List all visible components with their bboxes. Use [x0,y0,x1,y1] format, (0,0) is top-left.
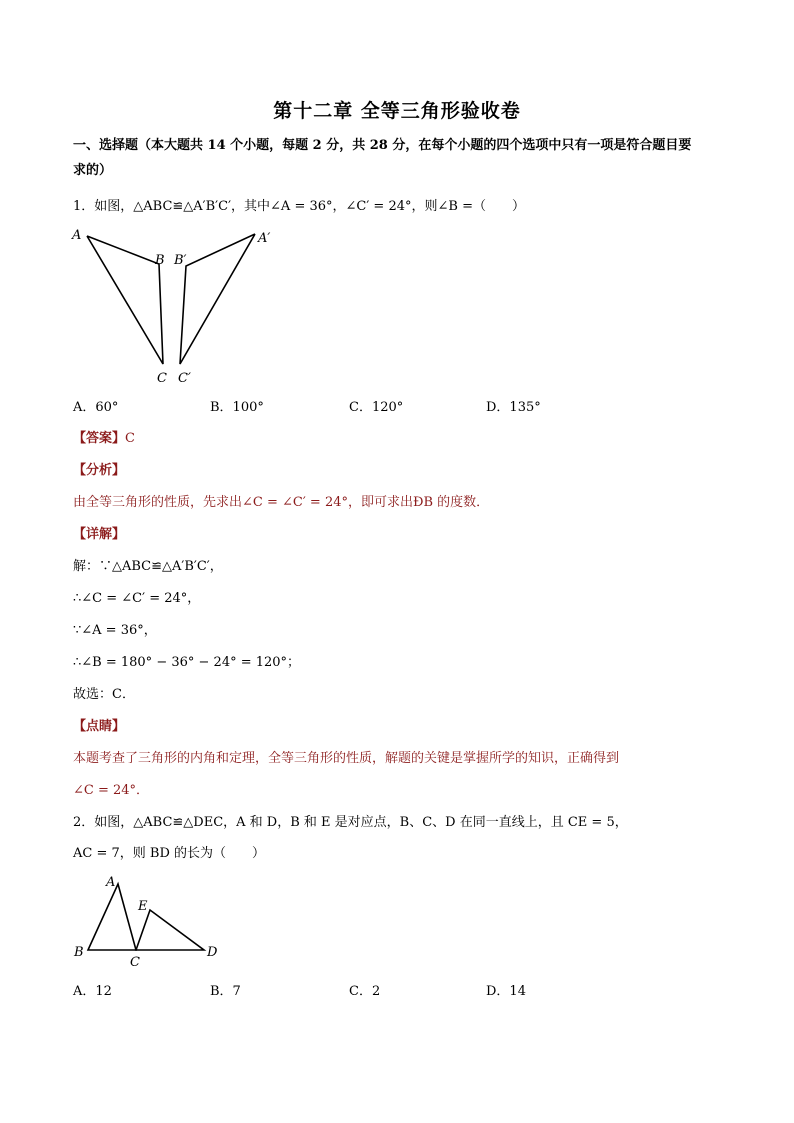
q1-option-a: A．60° [73,400,119,415]
page-title: 第十二章 全等三角形验收卷 [273,100,521,122]
q2-figure [66,872,236,972]
q1-label-b: B [155,253,165,268]
detail-line-3: ∵∠A = 36°， [73,623,157,638]
answer-value: C [125,431,135,446]
detail-line-5: 故选：C． [73,687,135,702]
q1-stem: 1．如图，△ABC≌△A′B′C′，其中∠A = 36°，∠C′ = 24°，则∠B =（ ） [73,199,525,214]
q1-label-bprime: B′ [174,253,187,268]
analysis-text: 由全等三角形的性质，先求出∠C = ∠C′ = 24°，即可求出ÐB 的度数． [73,495,490,510]
analysis-tag: 【分析】 [73,463,126,478]
detail-line-4: ∴∠B = 180° − 36° − 24° = 120°； [73,655,301,670]
q2-stem-line2: AC = 7，则 BD 的长为（ ） [73,846,266,861]
q2-label-b: B [74,945,84,960]
q2-stem-line1: 2．如图，△ABC≌△DEC，A 和 D，B 和 E 是对应点，B、C、D 在同一直线上，且 CE = 5， [73,815,628,830]
comment-line-2: ∠C = 24°． [73,783,150,798]
q2-triangle-abc [88,884,136,950]
detail-line-2: ∴∠C = ∠C′ = 24°， [73,591,201,606]
comment-tag: 【点睛】 [73,719,126,734]
q1-triangle-abc [87,236,163,364]
detail-tag: 【详解】 [73,527,126,542]
q2-option-c: C．2 [349,984,381,999]
q2-option-a: A．12 [73,984,112,999]
q1-label-a: A [72,228,82,243]
q1-label-c: C [157,371,167,386]
q1-label-cprime: C′ [178,371,191,386]
section-heading-line2: 求的） [73,163,113,178]
q2-option-d: D．14 [486,984,526,999]
q2-label-e: E [138,899,148,914]
q1-answer [73,430,135,448]
detail-line-1: 解：∵△ABC≌△A′B′C′， [73,559,223,574]
q2-label-d: D [207,945,218,960]
section-heading-line1: 一、选择题（本大题共 14 个小题，每题 2 分，共 28 分，在每个小题的四个选项中只有一项是符合题目要 [73,138,692,153]
q1-option-c: C．120° [349,400,404,415]
answer-tag: 【答案】 [73,431,126,446]
q2-label-c: C [130,955,140,970]
q2-option-b: B．7 [210,984,241,999]
q1-triangle-apbpcp [180,234,255,364]
q1-label-aprime: A′ [258,231,271,246]
q1-option-d: D．135° [486,400,541,415]
q1-figure [66,222,286,392]
q1-option-b: B．100° [210,400,264,415]
q2-label-a: A [106,875,116,890]
comment-line-1: 本题考查了三角形的内角和定理，全等三角形的性质，解题的关键是掌握所学的知识，正确得到 [73,751,620,766]
q2-triangle-dec [136,910,204,950]
